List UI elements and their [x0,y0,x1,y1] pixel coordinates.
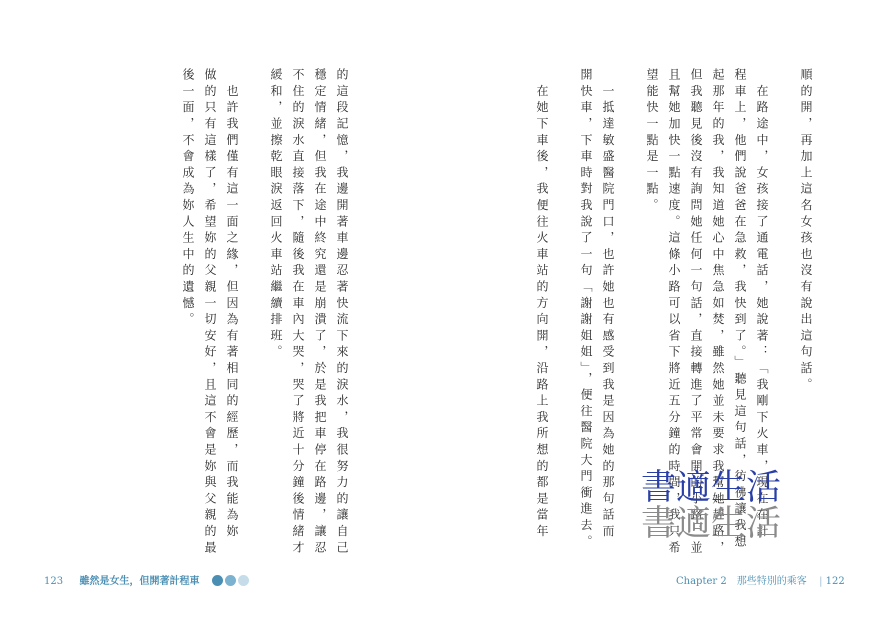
decorative-dot-icon [238,575,249,586]
right-page-column-1: 順的開，再加上這名女孩也沒有說出這句話。 [799,68,813,394]
logo-text-gray: 書適生活 [641,504,782,544]
right-page-column-3: 程車上，他們說爸爸在急救，我快到了。」聽見這句話，彷彿讓我想 [733,68,747,551]
publisher-logo [641,470,781,542]
left-page-column-6: 做的只有這樣了，希望妳的父親一切安好，且這不會是妳與父親的最 [203,68,217,557]
right-page-column-2: 在路途中，女孩接了通電話，她說著：「我剛下火車，現在在計 [755,68,769,541]
running-head-chapter: Chapter 2 那些特別的乘客 [676,576,807,587]
left-page-column-2: 穩定情緒，但我在途中終究還是崩潰了，於是我把車停在路邊，讓忍 [313,68,327,557]
right-page-column-7: 望能快一點是一點。 [645,68,659,215]
right-page-footer [676,572,845,587]
left-page-column-7: 後一面，不會成為妳人生中的遺憾。 [181,68,195,329]
left-page-footer [44,572,251,587]
decorative-dot-icon [225,575,236,586]
footer-separator: | [819,576,823,587]
right-page-column-6: 且幫她加快一點速度。這條小路可以省下將近五分鐘的時間，我只希 [667,68,681,557]
right-page-column-4: 起那年的我，我知道她心中焦急如焚，雖然她並未要求我幫她趕路， [711,68,725,557]
logo-text-blue: 書適生活 [641,468,782,508]
right-page-column-8: 一抵達敏盛醫院門口，也許她也有感受到我是因為她的那句話而 [601,68,615,541]
right-page-number: 122 [825,576,845,587]
decorative-dot-icon [212,575,223,586]
left-page-column-4: 緩和，並擦乾眼淚返回火車站繼續排班。 [269,68,283,362]
right-page-column-9: 開快車，下車時對我說了一句「謝謝姐姐」，便往醫院大門衝進去。 [579,68,593,551]
right-page-column-10: 在她下車後，我便往火車站的方向開，沿路上我所想的都是當年 [535,68,549,541]
left-page-number: 123 [44,576,64,587]
left-page-column-1: 的這段記憶，我邊開著車邊忍著快流下來的淚水，我很努力的讓自己 [335,68,349,557]
running-head-book-title: 雖然是女生，但開著計程車 [79,576,200,587]
right-page-column-5: 但我聽見後沒有詢問她任何一句話，直接轉進了平常會開的小路，並 [689,68,703,557]
left-page-column-5: 也許我們僅有這一面之緣，但因為有著相同的經歷，而我能為妳 [225,68,239,541]
left-page-column-3: 不住的淚水直接落下，隨後我在車內大哭，哭了將近十分鐘後情緒才 [291,68,305,557]
